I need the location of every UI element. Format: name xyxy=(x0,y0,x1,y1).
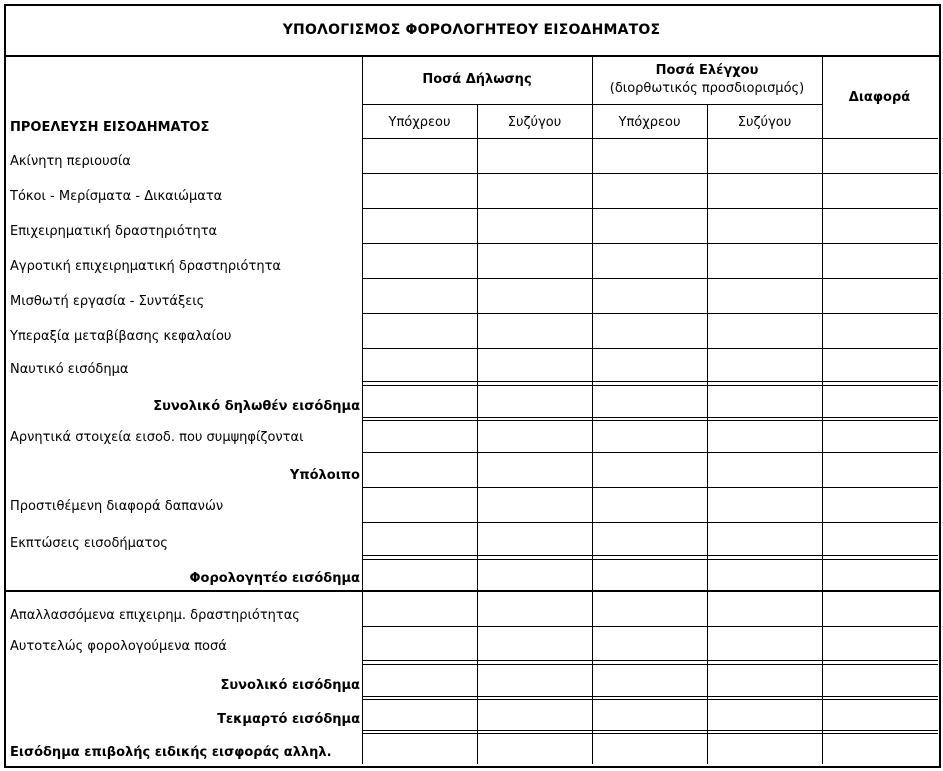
grid-double-line xyxy=(362,385,938,386)
grid-double-line xyxy=(362,559,938,560)
grid-row-line xyxy=(362,487,938,488)
row-label: Ναυτικό εισόδημα xyxy=(10,362,129,377)
row-label-solidarity-income: Εισόδημα επιβολής ειδικής εισφοράς αλληλ. xyxy=(10,745,332,760)
grid-column-line xyxy=(477,104,478,764)
row-label: Επιχειρηματική δραστηριότητα xyxy=(10,224,218,239)
grid-row-line xyxy=(362,173,938,174)
row-label: Μισθωτή εργασία - Συντάξεις xyxy=(10,294,205,309)
row-label: Εκπτώσεις εισοδήματος xyxy=(10,536,168,551)
grid-row-line xyxy=(362,626,938,627)
row-label: Τόκοι - Μερίσματα - Δικαιώματα xyxy=(10,189,223,204)
grid-double-line xyxy=(362,696,938,697)
title-divider xyxy=(4,55,941,57)
grid-column-line xyxy=(362,57,363,764)
row-label-balance: Υπόλοιπο xyxy=(289,468,360,483)
grid-row-line xyxy=(362,348,938,349)
header-difference: Διαφορά xyxy=(848,90,911,105)
grid-header-line xyxy=(362,138,938,139)
row-label-taxable-income: Φορολογητέο εισόδημα xyxy=(189,571,360,586)
grid-row-line xyxy=(362,243,938,244)
row-label: Αυτοτελώς φορολογούμενα ποσά xyxy=(10,639,227,654)
row-label: Υπεραξία μεταβίβασης κεφαλαίου xyxy=(10,329,232,344)
grid-row-line xyxy=(362,208,938,209)
header-spouse-declared: Συζύγου xyxy=(507,115,562,130)
header-taxpayer-declared: Υπόχρεου xyxy=(388,115,451,130)
grid-row-line xyxy=(362,313,938,314)
grid-double-line xyxy=(362,381,938,382)
row-label: Αγροτική επιχειρηματική δραστηριότητα xyxy=(10,259,281,274)
grid-double-line xyxy=(362,733,938,734)
grid-double-line xyxy=(362,660,938,661)
section-separator xyxy=(4,590,939,592)
row-label-presumed-income: Τεκμαρτό εισόδημα xyxy=(217,712,360,727)
grid-row-line xyxy=(362,522,938,523)
row-label: Ακίνητη περιουσία xyxy=(10,154,131,169)
row-label-total-declared: Συνολικό δηλωθέν εισόδημα xyxy=(153,399,360,414)
grid-column-line xyxy=(592,57,593,764)
grid-double-line xyxy=(362,555,938,556)
row-label: Απαλλασσόμενα επιχειρημ. δραστηριότητας xyxy=(10,608,300,623)
header-taxpayer-audit: Υπόχρεου xyxy=(618,115,681,130)
grid-double-line xyxy=(362,420,938,421)
grid-double-line xyxy=(362,417,938,418)
header-declared-amounts: Ποσά Δήλωσης xyxy=(422,72,532,87)
row-label: Προστιθέμενη διαφορά δαπανών xyxy=(10,499,224,514)
grid-column-line xyxy=(822,57,823,764)
header-spouse-audit: Συζύγου xyxy=(737,115,792,130)
grid-row-line xyxy=(362,452,938,453)
row-label-total-income: Συνολικό εισόδημα xyxy=(220,678,360,693)
grid-header-line xyxy=(362,104,822,105)
grid-double-line xyxy=(362,664,938,665)
row-label: Αρνητικά στοιχεία εισοδ. που συμψηφίζονται xyxy=(10,430,304,445)
header-audit-amounts: Ποσά Ελέγχου xyxy=(655,63,759,78)
form-title: ΥΠΟΛΟΓΙΣΜΟΣ ΦΟΡΟΛΟΓΗΤΕΟΥ ΕΙΣΟΔΗΜΑΤΟΣ xyxy=(282,21,661,38)
grid-double-line xyxy=(362,699,938,700)
header-income-source: ΠΡΟΕΛΕΥΣΗ ΕΙΣΟΔΗΜΑΤΟΣ xyxy=(10,120,210,135)
grid-column-line xyxy=(707,104,708,764)
header-audit-note: (διορθωτικός προσδιορισμός) xyxy=(609,81,805,96)
grid-double-line xyxy=(362,730,938,731)
grid-row-line xyxy=(362,278,938,279)
